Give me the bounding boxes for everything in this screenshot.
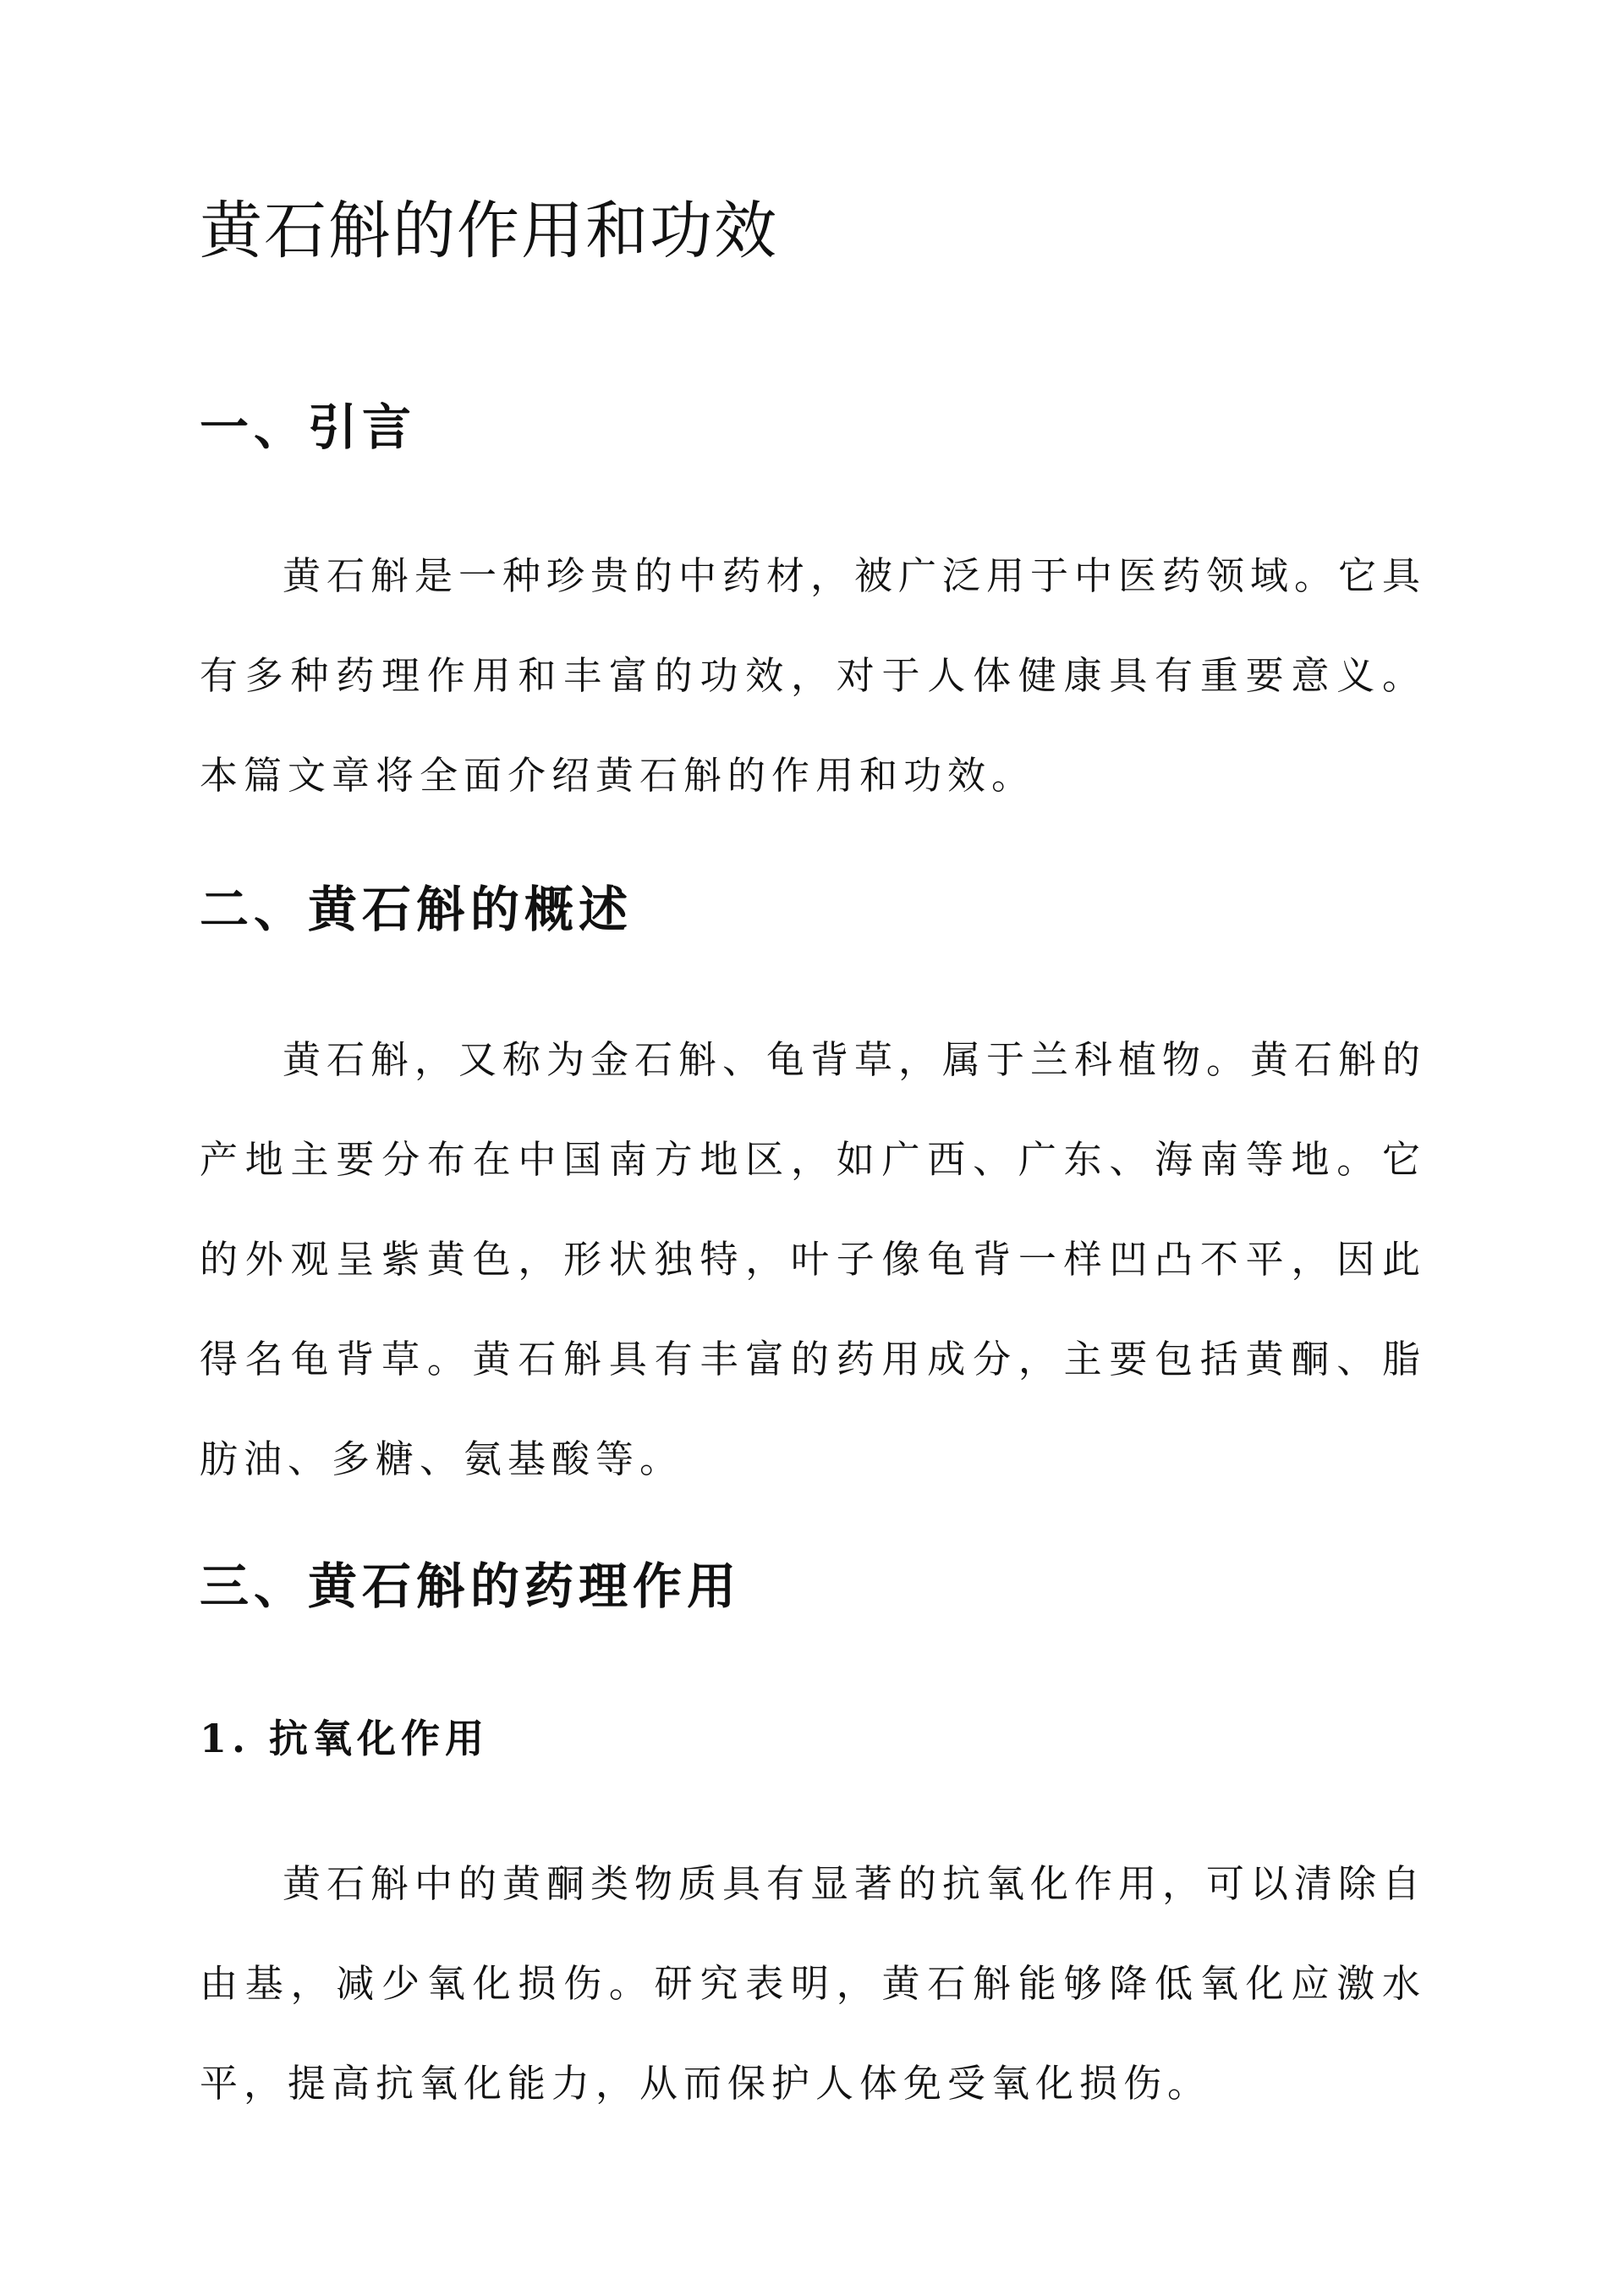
subsection-heading-antioxidant: 1. 抗氧化作用	[200, 1716, 490, 1761]
section-heading-pharmacology: 三、黄石斛的药理作用	[200, 1557, 742, 1615]
document-title: 黄石斛的作用和功效	[200, 195, 778, 267]
section-heading-overview: 二、黄石斛的概述	[200, 881, 634, 938]
section-paragraph-introduction: 黄石斛是一种珍贵的中药材，被广泛用于中医药领域。它具有多种药理作用和丰富的功效，对于人体健康具有重要意义。本篇文章将全面介绍黄石斛的作用和功效。	[200, 553, 1427, 798]
section-paragraph-overview: 黄石斛，又称为金石斛、龟背草，属于兰科植物。黄石斛的产地主要分布在中国南方地区，如广西、广东、海南等地。它的外观呈紫黄色，形状独特，叶子像龟背一样凹凸不平，因此得名龟背草。黄石斛具有丰富的药用成分，主要包括黄酮、脂肪油、多糖、氨基酸等。	[200, 1037, 1427, 1481]
subsection-paragraph-antioxidant: 黄石斛中的黄酮类物质具有显著的抗氧化作用，可以清除自由基，减少氧化损伤。研究表明，黄石斛能够降低氧化应激水平，提高抗氧化能力，从而保护人体免受氧化损伤。	[200, 1861, 1427, 2106]
section-heading-introduction: 一、引言	[200, 398, 417, 456]
